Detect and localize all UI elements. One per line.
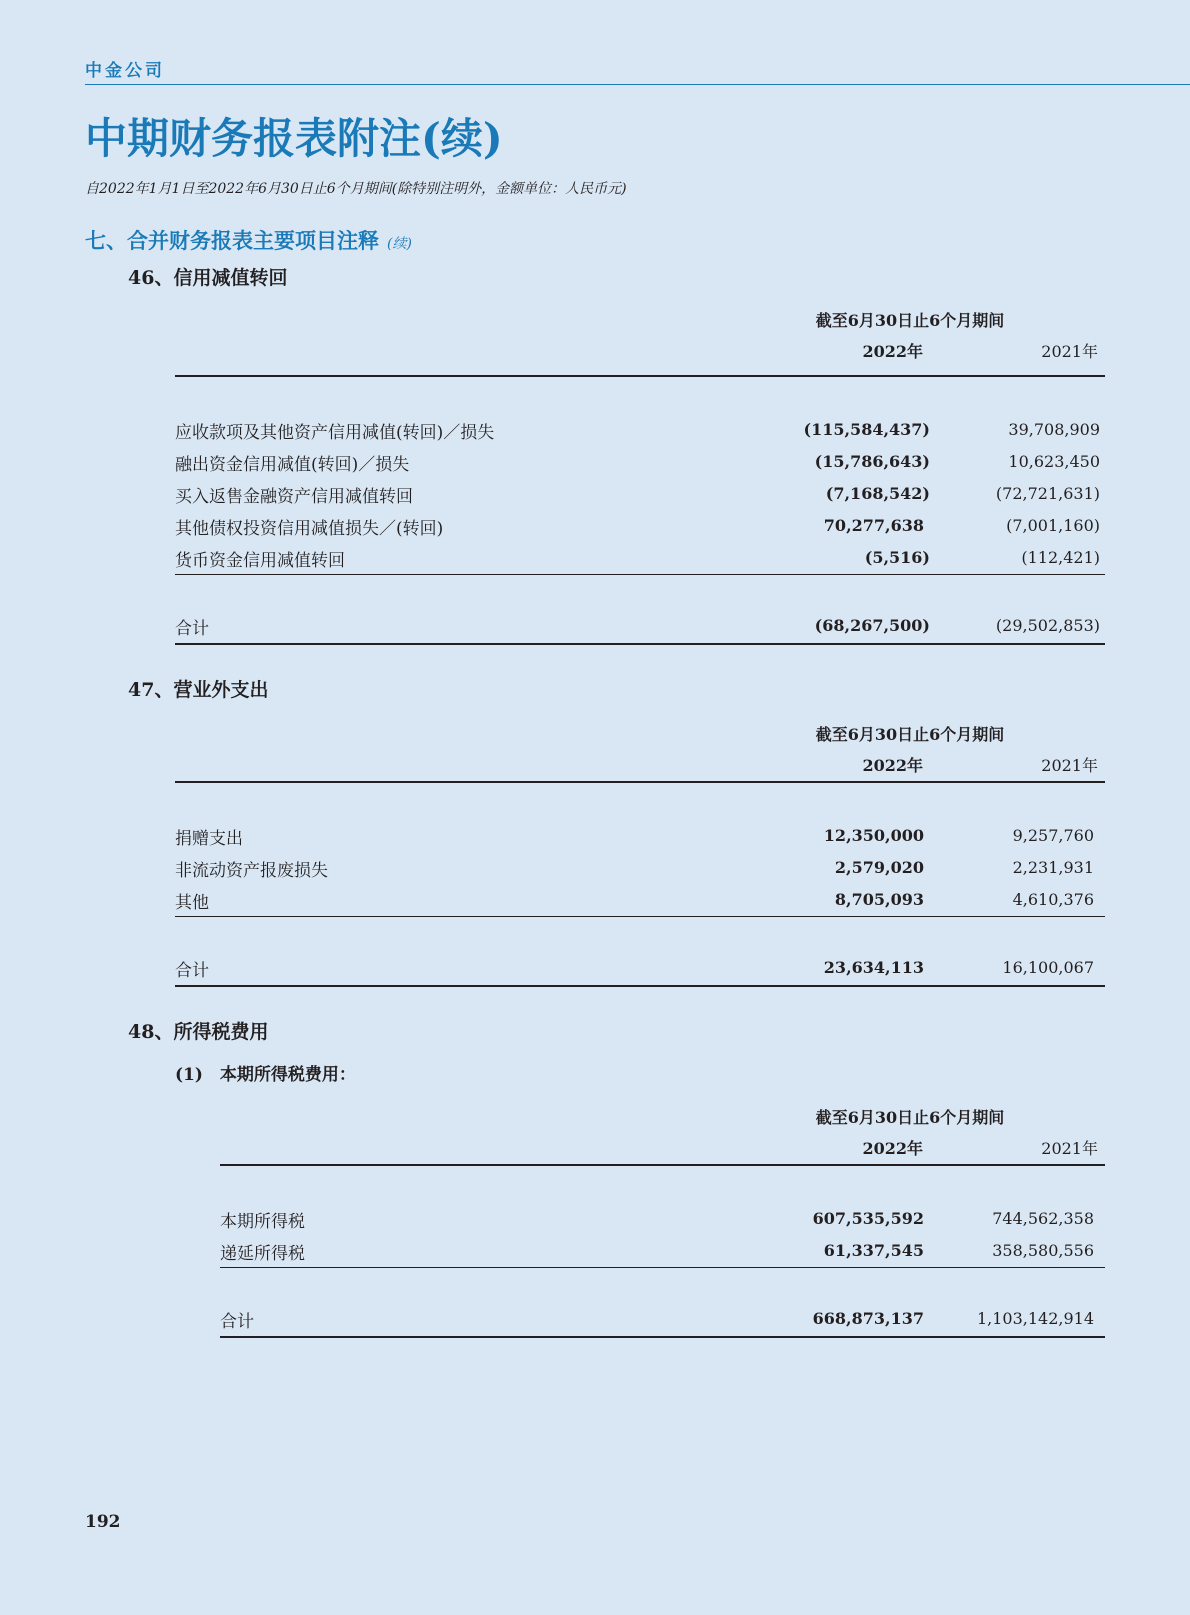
total-2022: 668,873,137 xyxy=(812,1309,924,1328)
value-2021: (72,721,631) xyxy=(995,484,1100,503)
row-label: 买入返售金融资产信用减值转回 xyxy=(175,487,413,507)
value-2022: 70,277,638 xyxy=(823,516,924,535)
total-2022: (68,267,500) xyxy=(814,616,930,635)
note-46-title: 46、信用减值转回 xyxy=(128,267,288,289)
value-2021: 358,580,556 xyxy=(992,1241,1094,1260)
note-47-header-rule xyxy=(175,781,1105,783)
row-label: 货币资金信用减值转回 xyxy=(175,551,345,571)
header-rule xyxy=(85,84,1190,85)
row-label: 非流动资产报废损失 xyxy=(175,861,328,881)
note-48-period-header: 截至6月30日止6个月期间 xyxy=(815,1108,1005,1127)
page-subtitle: 自2022年1月1日至2022年6月30日止6个月期间(除特别注明外，金额单位：人民币元) xyxy=(85,181,627,197)
value-2021: (7,001,160) xyxy=(1006,516,1100,535)
value-2022: (115,584,437) xyxy=(803,420,930,439)
note-48-year-2021: 2021年 xyxy=(1041,1139,1098,1158)
page-number: 192 xyxy=(85,1512,121,1532)
row-label: 其他 xyxy=(175,893,209,913)
note-46-period-header: 截至6月30日止6个月期间 xyxy=(815,311,1005,330)
value-2021: 4,610,376 xyxy=(1012,890,1094,909)
row-label: 融出资金信用减值(转回)／损失 xyxy=(175,455,410,475)
section-title-text: 七、合并财务报表主要项目注释 xyxy=(85,228,379,253)
section-continued: (续) xyxy=(387,236,412,252)
value-2021: 744,562,358 xyxy=(992,1209,1094,1228)
value-2021: 10,623,450 xyxy=(1008,452,1100,471)
value-2022: (5,516) xyxy=(864,548,930,567)
page-title: 中期财务报表附注(续) xyxy=(85,114,503,163)
row-label: 递延所得税 xyxy=(220,1244,305,1264)
note-48-subtitle: (1) 本期所得税费用： xyxy=(175,1065,356,1085)
value-2021: (112,421) xyxy=(1021,548,1100,567)
total-2021: (29,502,853) xyxy=(995,616,1100,635)
note-48-title: 48、所得税费用 xyxy=(128,1021,269,1043)
company-name: 中金公司 xyxy=(85,61,165,81)
note-46-header-rule xyxy=(175,375,1105,377)
value-2022: 607,535,592 xyxy=(812,1209,924,1228)
value-2022: 12,350,000 xyxy=(823,826,924,845)
row-label: 捐赠支出 xyxy=(175,829,243,849)
total-label: 合计 xyxy=(175,961,209,981)
note-48-year-2022: 2022年 xyxy=(862,1139,923,1158)
note-47-year-2022: 2022年 xyxy=(862,756,923,775)
value-2021: 39,708,909 xyxy=(1008,420,1100,439)
note-47-period-header: 截至6月30日止6个月期间 xyxy=(815,725,1005,744)
total-2022: 23,634,113 xyxy=(823,958,924,977)
note-48-header-rule xyxy=(220,1164,1105,1166)
section-title xyxy=(85,225,412,255)
value-2022: (7,168,542) xyxy=(825,484,930,503)
value-2022: 2,579,020 xyxy=(834,858,924,877)
note-46-total-rule xyxy=(175,643,1105,645)
note-47-year-2021: 2021年 xyxy=(1041,756,1098,775)
row-label: 其他债权投资信用减值损失／(转回) xyxy=(175,519,444,539)
note-48-total-rule xyxy=(220,1336,1105,1338)
note-46-subtotal-rule xyxy=(175,574,1105,575)
note-47-total-rule xyxy=(175,985,1105,987)
total-2021: 1,103,142,914 xyxy=(976,1309,1094,1328)
value-2022: 61,337,545 xyxy=(823,1241,924,1260)
value-2022: 8,705,093 xyxy=(834,890,924,909)
note-48-subtotal-rule xyxy=(220,1267,1105,1268)
note-46-year-2022: 2022年 xyxy=(862,342,923,361)
value-2022: (15,786,643) xyxy=(814,452,930,471)
value-2021: 9,257,760 xyxy=(1012,826,1094,845)
total-2021: 16,100,067 xyxy=(1002,958,1094,977)
total-label: 合计 xyxy=(175,619,209,639)
row-label: 本期所得税 xyxy=(220,1212,305,1232)
value-2021: 2,231,931 xyxy=(1012,858,1094,877)
total-label: 合计 xyxy=(220,1312,254,1332)
note-46-year-2021: 2021年 xyxy=(1041,342,1098,361)
note-47-title: 47、营业外支出 xyxy=(128,679,269,701)
note-47-subtotal-rule xyxy=(175,916,1105,917)
row-label: 应收款项及其他资产信用减值(转回)／损失 xyxy=(175,423,495,443)
